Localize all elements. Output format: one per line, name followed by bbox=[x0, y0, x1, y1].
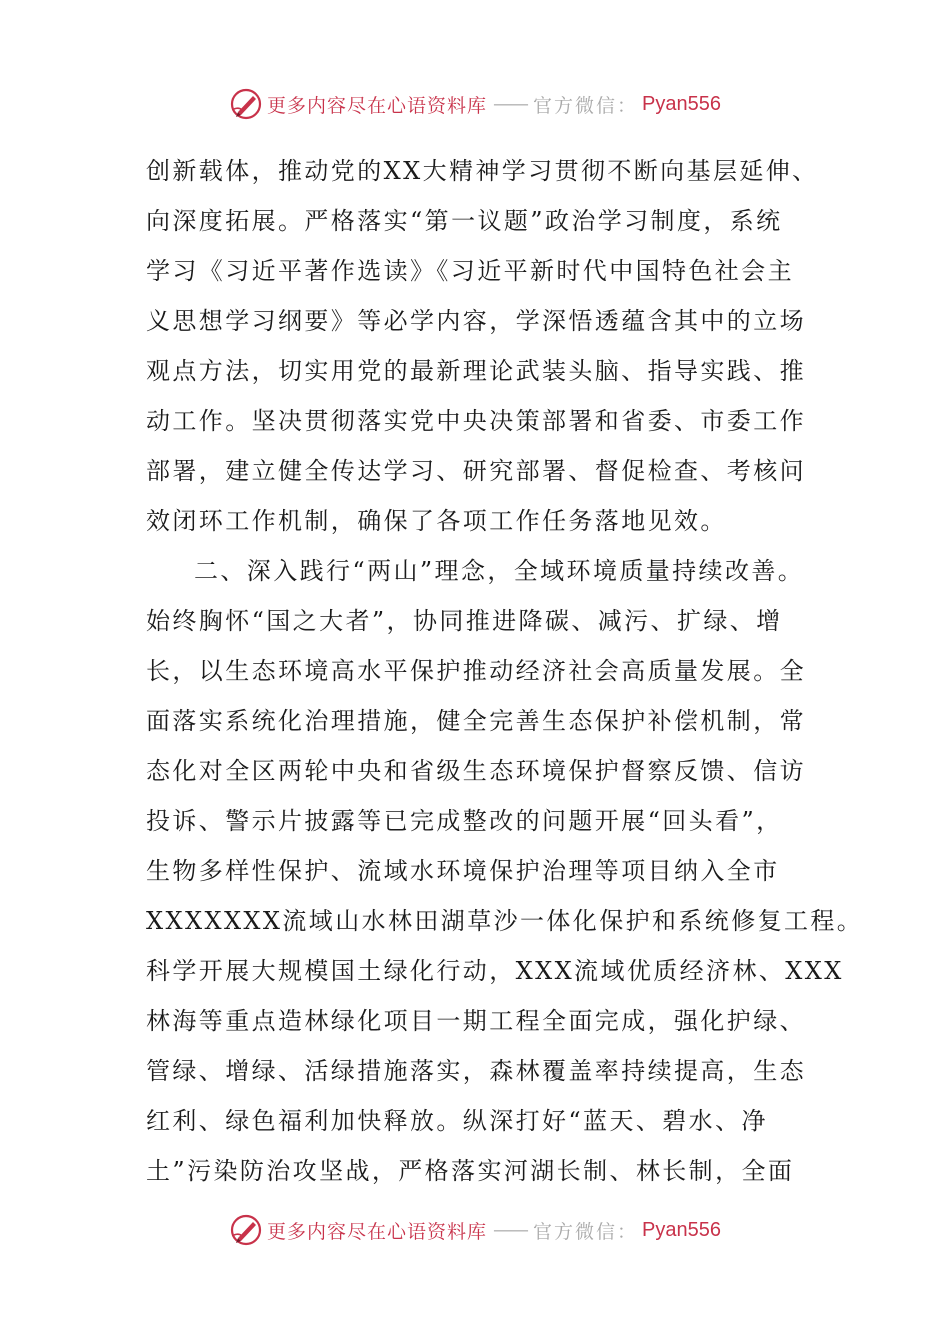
text-line: 态化对全区两轮中央和省级生态环境保护督察反馈、信访 bbox=[146, 757, 806, 785]
text-line: 创新载体，推动党的XX大精神学习贯彻不断向基层延伸、 bbox=[146, 157, 819, 185]
footer-banner bbox=[0, 1210, 950, 1250]
text-line: 红利、绿色福利加快释放。纵深打好“蓝天、碧水、净 bbox=[146, 1107, 768, 1135]
pen-logo-icon bbox=[229, 1213, 263, 1247]
brand-text: 更多内容尽在心语资料库 bbox=[267, 94, 488, 117]
wechat-id: Pyan556 bbox=[642, 92, 721, 115]
text-line: 动工作。坚决贯彻落实党中央决策部署和省委、市委工作 bbox=[146, 407, 806, 435]
text-line: 土”污染防治攻坚战，严格落实河湖长制、林长制，全面 bbox=[146, 1157, 795, 1185]
brand-text: 更多内容尽在心语资料库 bbox=[267, 1220, 488, 1243]
text-line: 效闭环工作机制，确保了各项工作任务落地见效。 bbox=[146, 507, 727, 535]
text-line: 面落实系统化治理措施，健全完善生态保护补偿机制，常 bbox=[146, 707, 806, 735]
pen-logo-icon bbox=[229, 87, 263, 121]
text-line: 投诉、警示片披露等已完成整改的问题开展“回头看”， bbox=[146, 807, 783, 835]
text-line: 长，以生态环境高水平保护推动经济社会高质量发展。全 bbox=[146, 657, 806, 685]
text-line: 林海等重点造林绿化项目一期工程全面完成，强化护绿、 bbox=[146, 1007, 806, 1035]
document-body bbox=[146, 146, 864, 1196]
text-line: 科学开展大规模国土绿化行动，XXX流域优质经济林、XXX bbox=[146, 957, 844, 985]
wechat-id: Pyan556 bbox=[642, 1218, 721, 1241]
banner-separator: —— bbox=[493, 93, 528, 115]
text-line: 向深度拓展。严格落实“第一议题”政治学习制度，系统 bbox=[146, 207, 783, 235]
text-line: 始终胸怀“国之大者”，协同推进降碳、减污、扩绿、增 bbox=[146, 607, 783, 635]
section-heading-line: 二、深入践行“两山”理念，全域环境质量持续改善。 bbox=[194, 557, 805, 585]
banner-separator: —— bbox=[493, 1219, 528, 1241]
wechat-label: 官方微信： bbox=[533, 94, 639, 117]
wechat-label: 官方微信： bbox=[533, 1220, 639, 1243]
text-line: 学习《习近平著作选读》《习近平新时代中国特色社会主 bbox=[146, 257, 794, 285]
text-line: 管绿、增绿、活绿措施落实，森林覆盖率持续提高，生态 bbox=[146, 1057, 806, 1085]
text-line: XXXXXXX流域山水林田湖草沙一体化保护和系统修复工程。 bbox=[146, 907, 864, 935]
text-line: 义思想学习纲要》等必学内容，学深悟透蕴含其中的立场 bbox=[146, 307, 806, 335]
text-line: 部署，建立健全传达学习、研究部署、督促检查、考核问 bbox=[146, 457, 806, 485]
text-line: 观点方法，切实用党的最新理论武装头脑、指导实践、推 bbox=[146, 357, 806, 385]
text-line: 生物多样性保护、流域水环境保护治理等项目纳入全市 bbox=[146, 857, 780, 885]
header-banner bbox=[0, 84, 950, 124]
